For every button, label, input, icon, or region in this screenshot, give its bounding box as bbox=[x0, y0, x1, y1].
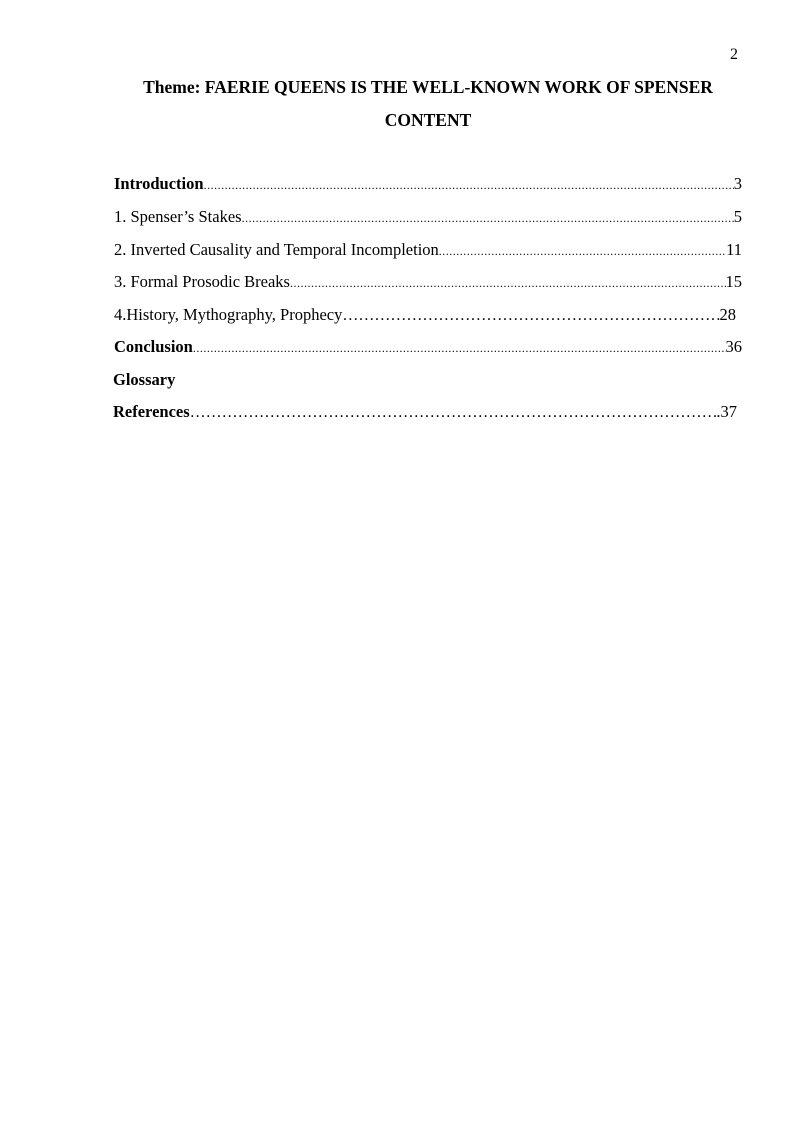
toc-label: Glossary bbox=[113, 370, 176, 389]
toc-entry-glossary[interactable] bbox=[113, 370, 313, 392]
toc-label: References bbox=[113, 402, 190, 421]
toc-label: 2. Inverted Causality and Temporal Incompletion bbox=[114, 240, 439, 259]
toc-page: 36 bbox=[725, 337, 742, 356]
toc-entry-introduction[interactable] bbox=[114, 174, 742, 196]
toc-entry-history-mythography-prophecy[interactable] bbox=[114, 305, 736, 327]
toc-entry-spensers-stakes[interactable] bbox=[114, 207, 742, 229]
toc-entry-conclusion[interactable] bbox=[114, 337, 742, 359]
toc-label: Introduction bbox=[114, 174, 204, 193]
toc-label: 4.History, Mythography, Prophecy bbox=[114, 305, 343, 324]
toc-entry-formal-prosodic-breaks[interactable] bbox=[114, 272, 742, 294]
toc-page: 28 bbox=[719, 305, 736, 324]
toc-leader bbox=[439, 244, 726, 259]
toc-label: 3. Formal Prosodic Breaks bbox=[114, 272, 290, 291]
toc-leader bbox=[190, 404, 717, 422]
toc-leader bbox=[204, 178, 734, 193]
content-heading: CONTENT bbox=[384, 110, 472, 130]
document-title: Theme: FAERIE QUEENS IS THE WELL-KNOWN WORK OF SPENSER bbox=[143, 77, 713, 97]
page-number: 2 bbox=[730, 46, 738, 63]
toc-leader bbox=[342, 307, 719, 325]
toc-entry-references[interactable] bbox=[113, 402, 737, 424]
toc-entry-inverted-causality[interactable] bbox=[114, 240, 742, 262]
toc-leader bbox=[242, 211, 734, 226]
toc-page: 11 bbox=[726, 240, 742, 259]
toc-page: 3 bbox=[733, 174, 742, 193]
toc-leader bbox=[193, 341, 726, 356]
toc-label: Conclusion bbox=[114, 337, 193, 356]
toc-page: 15 bbox=[725, 272, 742, 291]
toc-label: 1. Spenser’s Stakes bbox=[114, 207, 242, 226]
toc-page: .37 bbox=[716, 402, 737, 421]
toc-page: 5 bbox=[733, 207, 742, 226]
toc-leader bbox=[290, 276, 726, 291]
